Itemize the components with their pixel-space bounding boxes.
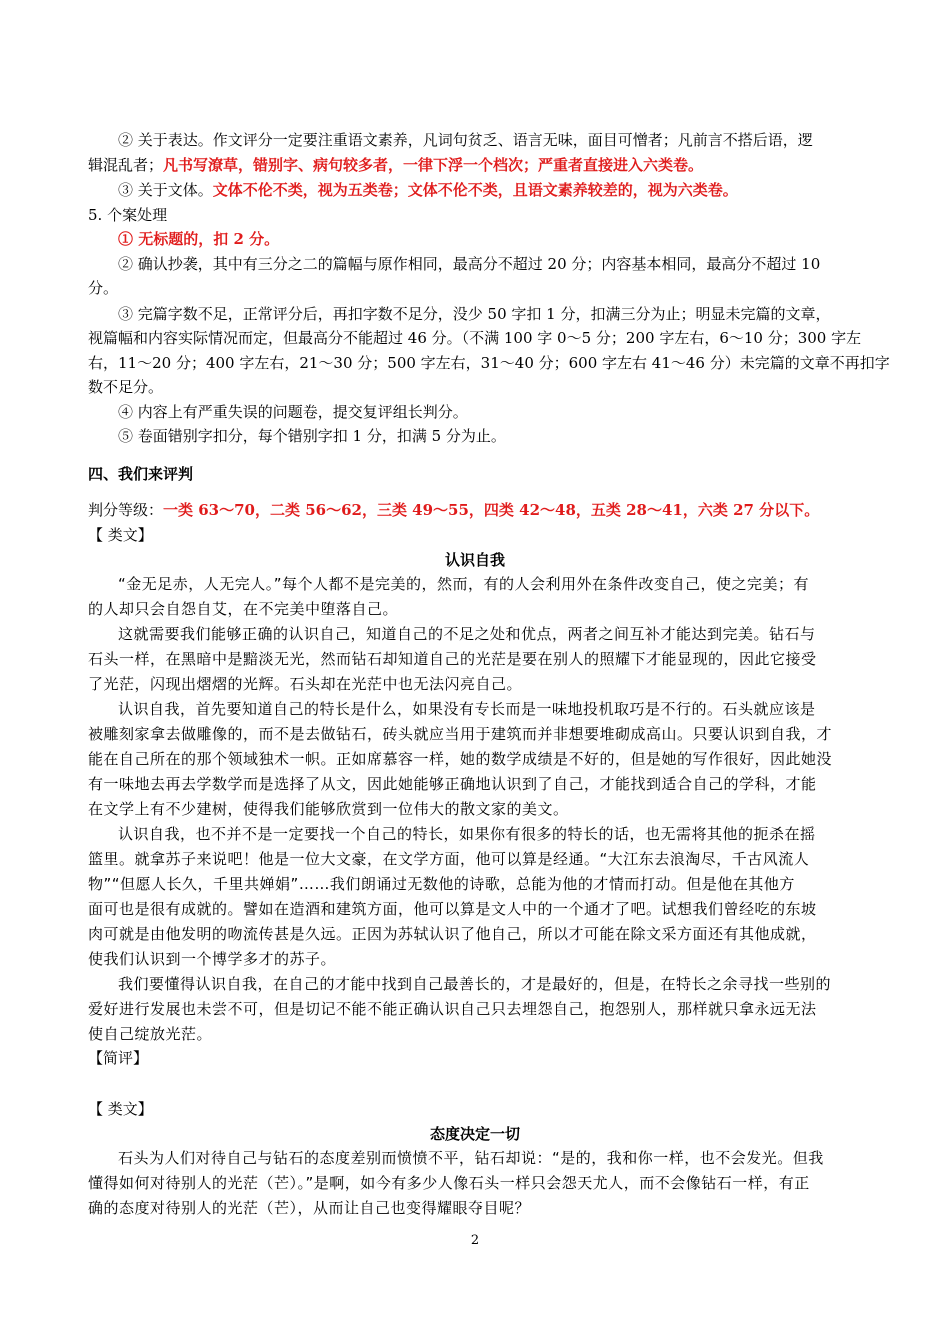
essay1-tag: 【 类文】: [88, 526, 153, 544]
genre-line: [118, 179, 862, 201]
essay1-line: 这就需要我们能够正确的认识自己，知道自己的不足之处和优点，两者之间互补才能达到完美。钻石与: [118, 625, 816, 643]
expression-cont: 辑混乱者；: [88, 156, 164, 174]
essay1-line: “金无足赤，人无完人。”每个人都不是完美的，然而，有的人会利用外在条件改变自己，使之完美；有: [118, 575, 810, 593]
essay2-line: 石头为人们对待自己与钻石的态度差别而愤愤不平，钻石却说：“是的，我和你一样，也不会发光。但我: [118, 1149, 824, 1167]
essay1-line: 物”“但愿人长久，千里共婵娟”……我们朗诵过无数他的诗歌，总能为他的才情而打动。但是他在其他方: [88, 875, 795, 893]
case-4: ④ 内容上有严重失误的问题卷，提交复评组长判分。: [118, 403, 468, 421]
essay1-review-label: 【简评】: [88, 1049, 149, 1067]
expression-red-rule: 凡书写潦草，错别字、病句较多者，一律下浮一个档次；严重者直接进入六类卷。: [163, 156, 704, 174]
essay1-line: 在文学上有不少建树，使得我们能够欣赏到一位伟大的散文家的美文。: [88, 800, 569, 818]
section-heading: 四、我们来评判: [88, 465, 194, 483]
essay1-line: 我们要懂得认识自我，在自己的才能中找到自己最善长的，才是最好的，但是，在特长之余寻找一些别的: [118, 975, 832, 993]
case-1: ① 无标题的，扣 2 分。: [118, 230, 280, 248]
case-3-line-1: ③ 完篇字数不足，正常评分后，再扣字数不足分，没少 50 字扣 1 分，扣满三分为止；明显未完篇的文章，: [118, 305, 831, 323]
essay2-tag: 【 类文】: [88, 1100, 153, 1118]
essay1-line: 石头一样，在黑暗中是黯淡无光，然而钻石却知道自己的光茫是要在别人的照耀下才能显现的，因此它接受: [88, 650, 817, 668]
grading-levels: 一类 63～70，二类 56～62，三类 49～55，四类 42～48，五类 28～41，六类 27 分以下。: [163, 501, 820, 519]
essay2-line: 确的态度对待别人的光茫（芒），从而让自己也变得耀眼夺目呢？: [88, 1199, 531, 1217]
essay1-line: 使自己绽放光茫。: [88, 1025, 213, 1043]
page-number: 2: [470, 1233, 480, 1248]
essay1-line: 爱好进行发展也未尝不可，但是切记不能不能正确认识自己只去埋怨自己，抱怨别人，那样就只拿永远无法: [88, 1000, 817, 1018]
essay1-line: 面可也是很有成就的。譬如在造酒和建筑方面，他可以算是文人中的一个通才了吧。试想我们曾经吃的东坡: [88, 900, 817, 918]
case-3-line-3: 右，11～20 分；400 字左右，21～30 分；500 字左右，31～40 分；600 字左右 41～46 分）未完篇的文章不再扣字: [88, 354, 890, 372]
case-3-line-2: 视篇幅和内容实际情况而定，但最高分不能超过 46 分。（不满 100 字 0～5 分；200 字左右，6～10 分；300 字左: [88, 329, 862, 347]
grading-line: [88, 499, 862, 521]
grading-label: 判分等级：: [88, 501, 164, 519]
essay1-line: 的人却只会自怨自艾，在不完美中堕落自己。: [88, 600, 399, 618]
essay1-line: 认识自我，也不并不是一定要找一个自己的特长，如果你有很多的特长的话，也无需将其他的扼杀在摇: [118, 825, 816, 843]
case-heading: 5. 个案处理: [88, 206, 168, 224]
essay1-line: 了光茫，闪现出熠熠的光辉。石头却在光茫中也无法闪亮自己。: [88, 675, 523, 693]
genre-label: ③ 关于文体。: [118, 181, 213, 199]
case-2-line-1: ② 确认抄袭，其中有三分之二的篇幅与原作相同，最高分不超过 20 分；内容基本相同，最高分不超过 10: [118, 255, 821, 273]
case-3-line-4: 数不足分。: [88, 378, 164, 396]
essay1-line: 使我们认识到一个博学多才的苏子。: [88, 950, 337, 968]
essay1-line: 有一味地去再去学数学而是选择了从文，因此她能够正确地认识到了自己，才能找到适合自己的学科，才能: [88, 775, 817, 793]
expression-line-2: [88, 154, 862, 176]
genre-red-rule: 文体不伦不类，视为五类卷；文体不伦不类，且语文素养较差的，视为六类卷。: [212, 181, 738, 199]
essay2-title: 态度决定一切: [429, 1125, 520, 1143]
essay1-line: 能在自己所在的那个领域独术一帜。正如席慕容一样，她的数学成绩是不好的，但是她的写作很好，因此她没: [88, 750, 833, 768]
essay1-title: 认识自我: [444, 551, 505, 569]
essay2-line: 懂得如何对待别人的光茫（芒）。”是啊，如今有多少人像石头一样只会怨天尤人，而不会像钻石一样，有正: [88, 1174, 810, 1192]
essay1-line: 肉可就是由他发明的吻流传甚是久远。正因为苏轼认识了他自己，所以才可能在除文采方面还有其他成就，: [88, 925, 817, 943]
case-2-line-2: 分。: [88, 279, 119, 297]
essay1-line: 被雕刻家拿去做雕像的，而不是去做钻石，砖头就应当用于建筑而并非想要堆砌成高山。只要认识到自我，才: [88, 725, 833, 743]
case-5: ⑤ 卷面错别字扣分，每个错别字扣 1 分，扣满 5 分为止。: [118, 427, 506, 445]
essay1-line: 认识自我，首先要知道自己的特长是什么，如果没有专长而是一味地投机取巧是不行的。石头就应该是: [118, 700, 816, 718]
expression-line-1: ② 关于表达。作文评分一定要注重语文素养，凡词句贫乏、语言无味，面目可憎者；凡前言不搭后语，逻: [118, 131, 813, 149]
essay1-line: 篮里。就拿苏子来说吧！他是一位大文豪，在文学方面，他可以算是经通。“大江东去浪淘尽，千古风流人: [88, 850, 810, 868]
